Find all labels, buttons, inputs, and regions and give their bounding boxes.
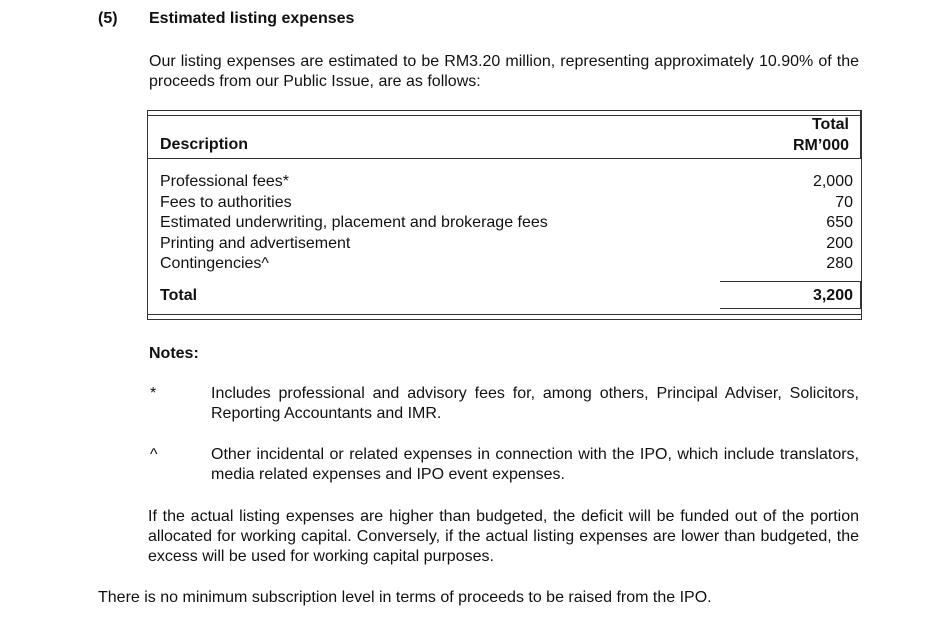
total-right-rule [860, 281, 861, 309]
total-label: Total [160, 287, 198, 304]
section-title: Estimated listing expenses [149, 10, 355, 27]
table-top-rule [148, 115, 861, 116]
row-value: 650 [826, 214, 853, 231]
notes-heading: Notes: [149, 345, 199, 362]
row-label: Fees to authorities [160, 193, 292, 211]
row-labels [160, 172, 548, 275]
header-total-label: Total [811, 116, 849, 133]
row-label: Contingencies^ [160, 255, 269, 272]
row-value: 280 [826, 255, 853, 272]
header-bottom-rule [148, 158, 861, 159]
table-bottom-rule [148, 314, 861, 315]
header-total [793, 114, 849, 156]
note-text: Other incidental or related expenses in connection with the IPO, which include translators, media related expenses and IPO event expenses. [211, 446, 859, 483]
section-number: (5) [98, 10, 118, 27]
total-value: 3,200 [812, 287, 853, 304]
header-right-rule [860, 111, 861, 159]
header-total-unit: RM’000 [792, 137, 849, 154]
row-value: 200 [826, 234, 853, 252]
total-top-rule [720, 281, 860, 282]
note-mark-asterisk: * [150, 385, 157, 402]
final-statement: There is no minimum subscription level in terms of proceeds to be raised from the IPO. [98, 589, 712, 606]
row-values [813, 172, 853, 275]
note-mark-caret: ^ [150, 446, 158, 463]
row-value: 70 [835, 193, 853, 211]
intro-paragraph: Our listing expenses are estimated to be RM3.20 million, representing approximately 10.90% of the proceeds from our Public Issue, are as follows: [149, 53, 859, 90]
row-label: Estimated underwriting, placement and brokerage fees [160, 214, 548, 231]
row-value: 2,000 [812, 173, 853, 190]
deficit-paragraph: If the actual listing expenses are higher than budgeted, the deficit will be funded out of the portion allocated for working capital. Conversely, if the actual listing expenses are lower than budgeted, the excess will be used for working capital purposes. [148, 508, 859, 565]
total-bottom-rule [720, 308, 860, 309]
listing-expenses-table [147, 110, 862, 320]
row-label: Professional fees* [160, 173, 289, 190]
note-text: Includes professional and advisory fees for, among others, Principal Adviser, Solicitors, Reporting Accountants and IMR. [211, 385, 859, 422]
header-description: Description [160, 136, 249, 153]
row-label: Printing and advertisement [160, 234, 351, 252]
